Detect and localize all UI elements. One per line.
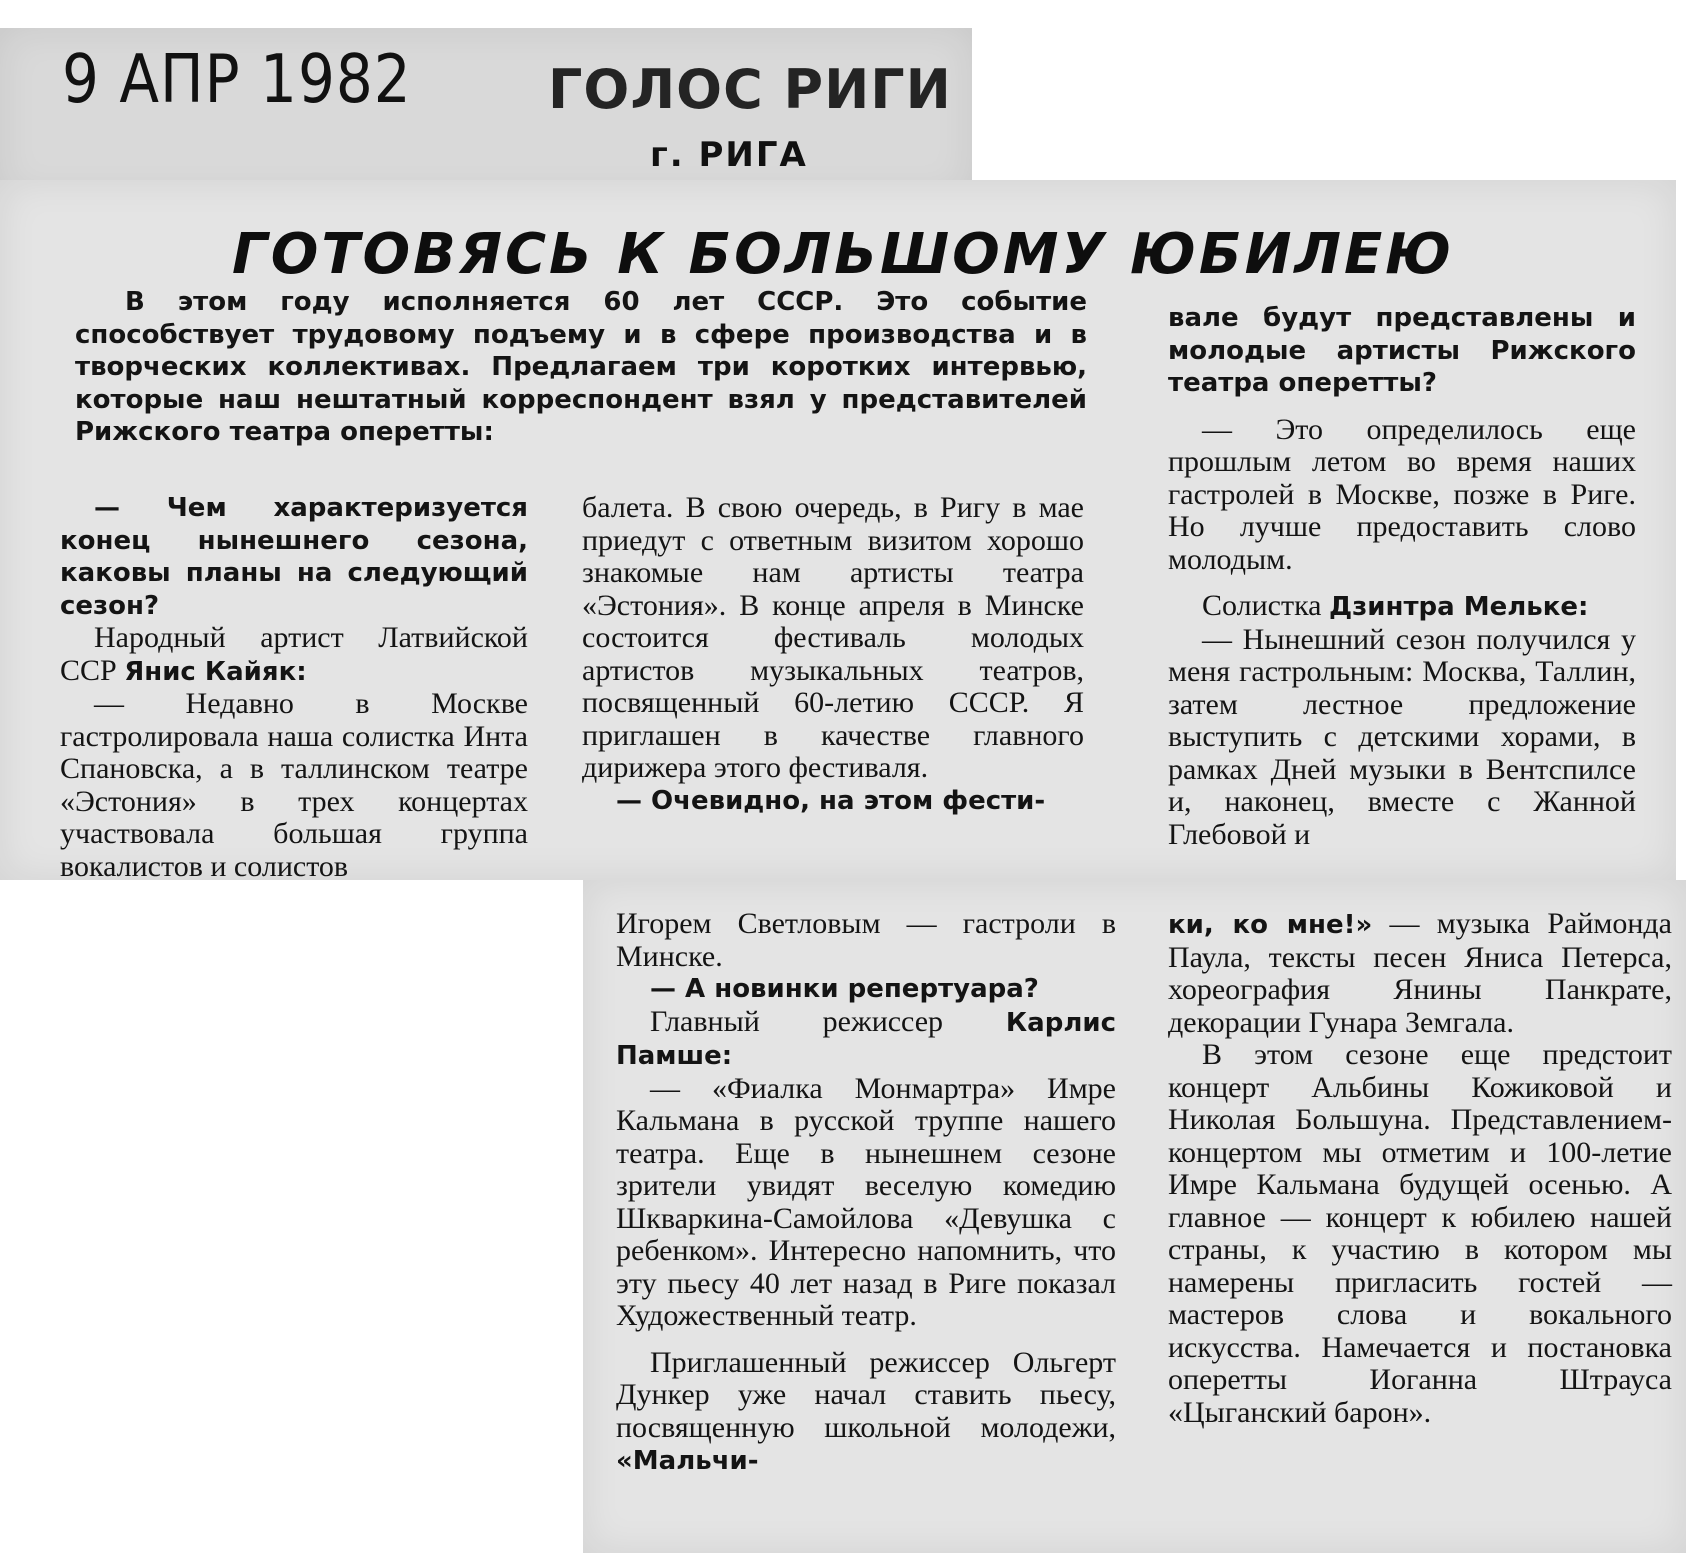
answer-4: — «Фиалка Монмартра» Имре Кальмана в русской труппе нашего театра. Еще в нынешнем сезоне зрители увидят веселую комедию Шкваркина-Самойлова «Девушка с ребенком». Интересно напомнить, что эту пьесу 40 лет назад в Риге показал Художественный театр. bbox=[616, 1071, 1116, 1332]
play-title-part-1: «Мальчи- bbox=[616, 1446, 759, 1476]
column-4 bbox=[616, 908, 1116, 1478]
answer-5-text: Приглашенный режиссер Ольгерт Дункер уже начал ставить пьесу, посвященную школьной молодежи, bbox=[616, 1345, 1116, 1444]
answer-1-part-2: балета. В свою очередь, в Ригу в мае приедут с ответным визитом хорошо знакомые нам артисты театра «Эстония». В конце апреля в Минске состоится фестиваль молодых артистов музыкальных театров, посвященный 60-летию СССР. Я приглашен в качестве главного дирижера этого фестиваля. bbox=[582, 491, 1084, 784]
column-2 bbox=[582, 492, 1084, 817]
column-1 bbox=[60, 492, 528, 883]
play-title-part-2: ки, ко мне!» bbox=[1168, 910, 1373, 940]
answer-1-part-1: — Недавно в Москве гастролировала наша солистка Инта Спановска, а в таллинском театре «Эстония» в трех концертах участвовала большая группа вокалистов и солистов bbox=[60, 687, 528, 883]
answer-2: — Это определилось еще прошлым летом во время наших гастролей в Москве, позже в Риге. Но лучше предоставить слово молодым. bbox=[1168, 412, 1636, 576]
speaker-3-intro: Главный режиссер bbox=[650, 1004, 1006, 1038]
speaker-1-name: Янис Кайяк: bbox=[124, 656, 307, 687]
city-stamp: г. РИГА bbox=[650, 135, 808, 175]
speaker-1-intro: Народный артист Латвийской ССР bbox=[60, 621, 528, 687]
article-headline: ГОТОВЯСЬ К БОЛЬШОМУ ЮБИЛЕЮ bbox=[232, 222, 1454, 287]
speaker-2-name: Дзинтра Мелькe: bbox=[1329, 592, 1589, 622]
column-3 bbox=[1168, 302, 1636, 851]
speaker-2 bbox=[1168, 590, 1636, 624]
answer-5 bbox=[616, 1347, 1116, 1478]
question-2-part-2: вале будут представлены и молодые артисты Рижского театра оперетты? bbox=[1168, 303, 1636, 398]
speaker-3-name: Карлис Памше: bbox=[616, 1007, 1116, 1071]
answer-3-part-2: Игорем Светловым — гастроли в Минске. bbox=[616, 907, 1116, 973]
answer-6: В этом сезоне еще предстоит концерт Альбины Кожиковой и Николая Большуна. Представлением-концертом мы отметим и 100-летие Имре Кальмана будущей осенью. А главное — концерт к юбилею нашей страны, к участию в котором мы намерены пригласить гостей — мастеров слова и вокального искусства. Намечается и постановка оперетты Иоганна Штрауса «Цыганский барон». bbox=[1168, 1038, 1672, 1429]
question-3: — А новинки репертуара? bbox=[650, 974, 1039, 1004]
answer-5-end: — музыка Раймонда Паула, тексты песен Яниса Петерса, хореография Янины Панкрате, декорации Гунара Земгала. bbox=[1168, 907, 1673, 1039]
date-stamp: 9 АПР 1982 bbox=[62, 39, 412, 119]
speaker-1 bbox=[60, 622, 528, 688]
speaker-3 bbox=[616, 1006, 1116, 1073]
answer-3-part-1: — Нынешний сезон получился у меня гастрольным: Москва, Таллин, затем лестное предложение выступить с детскими хорами, в рамках Дней музыки в Вентспилсе и, наконец, вместе с Жанной Глебовой и bbox=[1168, 622, 1636, 851]
column-5 bbox=[1168, 908, 1672, 1429]
speaker-2-intro: Солистка bbox=[1202, 589, 1330, 622]
article-lead: В этом году исполняется 60 лет СССР. Это событие способствует трудовому подъему и в сфере производства и в творческих коллективах. Предлагаем три коротких интервью, которые наш нештатный корреспондент взял у представителей Рижского театра оперетты: bbox=[75, 287, 1087, 447]
question-2-part-1: — Очевидно, на этом фести- bbox=[616, 785, 1046, 816]
newspaper-stamp: ГОЛОС РИГИ bbox=[548, 58, 952, 121]
answer-5-continued bbox=[1168, 908, 1672, 1039]
question-1: — Чем характеризуется конец нынешнего сезона, каковы планы на следующий сезон? bbox=[60, 493, 528, 621]
